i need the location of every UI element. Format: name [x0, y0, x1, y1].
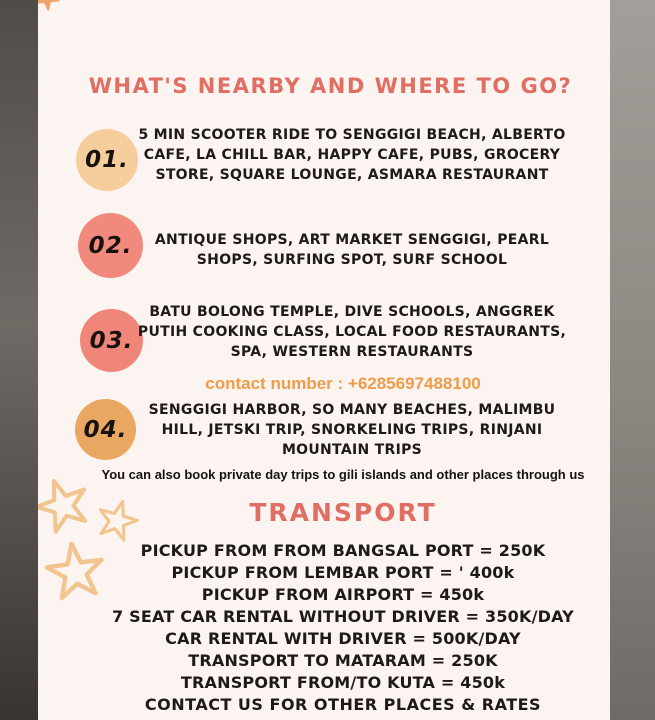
transport-section-title: TRANSPORT	[249, 498, 437, 527]
background-right-strip	[610, 0, 655, 720]
contact-us-footer: CONTACT US FOR OTHER PLACES & RATES	[144, 695, 542, 714]
item-text-02: ANTIQUE SHOPS, ART MARKET SENGGIGI, PEARL SHOPS, SURFING SPOT, SURF SCHOOL	[154, 232, 550, 268]
contact-number-text: contact number : +6285697488100	[205, 374, 481, 393]
transport-price-line: PICKUP FROM LEMBAR PORT = ' 400k	[171, 563, 515, 582]
item-text-04: SENGGIGI HARBOR, SO MANY BEACHES, MALIMBU HILL, JETSKI TRIP, SNORKELING TRIPS, RINJANI MOUNTAIN TRIPS	[148, 402, 556, 458]
item-text-01: 5 MIN SCOOTER RIDE TO SENGGIGI BEACH, ALBERTO CAFE, LA CHILL BAR, HAPPY CAFE, PUBS, GROCERY STORE, SQUARE LOUNGE, ASMARA RESTAURANT	[138, 127, 566, 183]
page-title: WHAT'S NEARBY AND WHERE TO GO?	[88, 74, 573, 98]
star-doodle-icon	[38, 0, 65, 16]
transport-price-line: 7 SEAT CAR RENTAL WITHOUT DRIVER = 350K/DAY	[112, 607, 574, 626]
transport-price-line: TRANSPORT TO MATARAM = 250K	[188, 651, 498, 670]
item-number-badge-01: 01.	[76, 129, 138, 191]
transport-price-line: CAR RENTAL WITH DRIVER = 500K/DAY	[165, 629, 521, 648]
transport-price-line: PICKUP FROM AIRPORT = 450k	[201, 585, 485, 604]
private-trips-note: You can also book private day trips to gili islands and other places through us	[101, 467, 585, 482]
background-left-strip	[0, 0, 38, 720]
item-number-badge-02: 02.	[78, 213, 143, 278]
transport-price-line: PICKUP FROM FROM BANGSAL PORT = 250K	[140, 541, 546, 560]
item-number-badge-04: 04.	[75, 399, 136, 460]
flyer-card	[38, 0, 610, 720]
transport-price-line: TRANSPORT FROM/TO KUTA = 450k	[180, 673, 506, 692]
item-number-badge-03: 03.	[80, 309, 143, 372]
item-text-03: BATU BOLONG TEMPLE, DIVE SCHOOLS, ANGGREK PUTIH COOKING CLASS, LOCAL FOOD RESTAURANTS, SPA, WESTERN RESTAURANTS	[137, 304, 567, 360]
transport-price-list	[78, 540, 608, 694]
